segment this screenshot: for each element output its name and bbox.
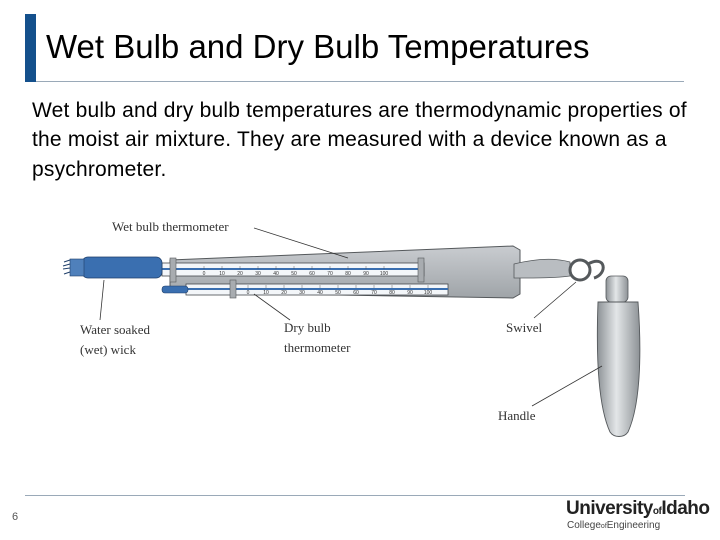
university-logo: [566, 496, 716, 536]
wick-end: [70, 259, 84, 276]
swivel-ring: [570, 260, 590, 280]
pointer-wick: [100, 280, 104, 320]
wet-bulb-scale-tick-label: 40: [273, 271, 279, 277]
logo-sub-suffix: Engineering: [606, 520, 661, 531]
slide-title: Wet Bulb and Dry Bulb Temperatures: [46, 28, 590, 65]
dry-bulb-scale-tick-label: 10: [263, 290, 269, 296]
wet-bulb-scale-tick-label: 100: [379, 271, 389, 277]
logo-main-suffix: Idaho: [661, 498, 710, 519]
wet-bulb-mercury-line: [162, 268, 424, 270]
wet-wick: [82, 257, 162, 278]
dry-bulb-scale-tick-label: 90: [407, 290, 413, 296]
logo-college: [567, 520, 660, 531]
top-clip-right: [418, 258, 424, 282]
title-divider: [36, 81, 684, 82]
top-clip-left: [170, 258, 176, 282]
logo-sub-prefix: College: [567, 520, 601, 531]
logo-main-of: of: [652, 506, 662, 517]
wet-bulb-scale-tick-label: 30: [255, 271, 261, 277]
label-swivel: Swivel: [506, 320, 543, 335]
wet-bulb-scale-tick-label: 60: [309, 271, 315, 277]
dry-bulb-scale-tick-label: 80: [389, 290, 395, 296]
dry-bulb-scale-tick-label: 40: [317, 290, 323, 296]
swivel-arm: [514, 259, 570, 278]
dry-bulb-bulb: [162, 286, 188, 293]
wick-fringe: [63, 260, 70, 274]
label-water-soaked-line2: (wet) wick: [80, 342, 136, 357]
wet-bulb-scale-tick-label: 80: [345, 271, 351, 277]
dry-bulb-scale-tick-label: 60: [353, 290, 359, 296]
dry-bulb-scale-tick-label: 100: [423, 290, 433, 296]
dry-bulb-scale-tick-label: 50: [335, 290, 341, 296]
logo-wordmark: [566, 498, 710, 520]
wet-bulb-scale-tick-label: 50: [291, 271, 297, 277]
wet-bulb-scale-tick-label: 10: [219, 271, 225, 277]
slide-body-text: Wet bulb and dry bulb temperatures are thermodynamic properties of the moist air mixture. They are measured with a device known as a psychrometer.: [32, 99, 687, 181]
dry-bulb-scale-tick-label: 0: [246, 290, 250, 296]
wet-bulb-scale-tick-label: 90: [363, 271, 369, 277]
pointer-swivel: [534, 282, 576, 318]
pointer-wet-bulb: [254, 228, 348, 258]
title-accent-bar: [25, 14, 36, 82]
page-number: 6: [12, 511, 19, 523]
bottom-clip: [230, 280, 236, 298]
wet-bulb-scale-tick-label: 20: [237, 271, 243, 277]
label-dry-bulb-line1: Dry bulb: [284, 320, 331, 335]
wet-bulb-scale-tick-label: 70: [327, 271, 333, 277]
label-wet-bulb-thermometer: Wet bulb thermometer: [112, 219, 229, 234]
handle-grip: [597, 302, 640, 437]
psychrometer-diagram: [58, 206, 668, 446]
wet-bulb-scale-tick-label: 0: [202, 271, 206, 277]
dry-bulb-scale-tick-label: 20: [281, 290, 287, 296]
dry-bulb-scale-tick-label: 70: [371, 290, 377, 296]
logo-sub-of: of: [600, 523, 607, 530]
pointer-handle: [532, 366, 602, 406]
pointer-dry-bulb: [254, 294, 290, 320]
handle-cap: [606, 276, 628, 302]
dry-bulb-scale-tick-label: 30: [299, 290, 305, 296]
label-water-soaked-line1: Water soaked: [80, 322, 151, 337]
label-dry-bulb-line2: thermometer: [284, 340, 351, 355]
logo-main-prefix: University: [566, 498, 653, 519]
label-handle: Handle: [498, 408, 536, 423]
